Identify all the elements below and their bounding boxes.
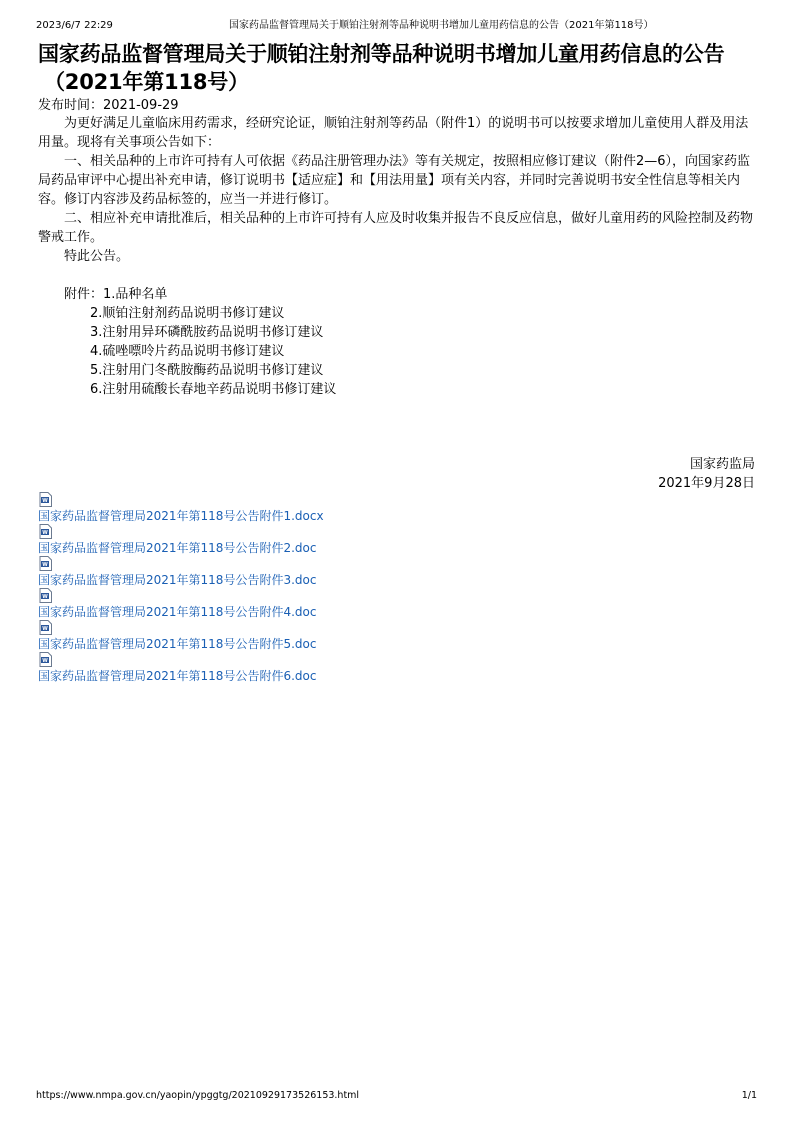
svg-text:W: W [42, 658, 48, 664]
attachment-item: 4.硫唑嘌呤片药品说明书修订建议 [90, 344, 285, 359]
file-link-6[interactable]: 国家药品监督管理局2021年第118号公告附件6.doc [38, 669, 317, 683]
file-link-3[interactable]: 国家药品监督管理局2021年第118号公告附件3.doc [38, 573, 317, 587]
print-header [36, 18, 757, 34]
title-line-2: （2021年第118号） [44, 70, 249, 94]
attachment-item: 5.注射用门冬酰胺酶药品说明书修订建议 [90, 363, 324, 378]
signature-date: 2021年9月28日 [658, 476, 755, 491]
word-doc-icon[interactable] [39, 492, 52, 507]
page-url: https://www.nmpa.gov.cn/yaopin/ypggtg/20210929173526153.html [36, 1090, 360, 1101]
attachment-first-line [64, 285, 758, 304]
page-title [38, 40, 758, 96]
file-link-4[interactable]: 国家药品监督管理局2021年第118号公告附件4.doc [38, 605, 317, 619]
publish-label: 发布时间： [38, 98, 104, 113]
file-link-5[interactable]: 国家药品监督管理局2021年第118号公告附件5.doc [38, 637, 317, 651]
svg-text:W: W [42, 562, 48, 568]
attachment-list [38, 285, 758, 399]
publish-date [38, 97, 758, 114]
attachments-label: 附件： [64, 287, 104, 302]
signature-block [658, 455, 755, 493]
word-doc-icon[interactable] [39, 524, 52, 539]
attachment-item: 1.品种名单 [103, 287, 168, 302]
signature-org: 国家药监局 [689, 457, 755, 472]
svg-text:W: W [42, 594, 48, 600]
print-header-title: 国家药品监督管理局关于顺铂注射剂等品种说明书增加儿童用药信息的公告（2021年第118号） [229, 20, 654, 31]
article [38, 40, 758, 399]
paragraph-closing: 特此公告。 [64, 249, 130, 264]
paragraph-2: 二、相应补充申请批准后，相关品种的上市许可持有人应及时收集并报告不良反应信息，做好儿童用药的风险控制及药物警戒工作。 [38, 211, 754, 245]
word-doc-icon[interactable] [39, 556, 52, 571]
paragraph-intro: 为更好满足儿童临床用药需求，经研究论证，顺铂注射剂等药品（附件1）的说明书可以按要求增加儿童使用人群及用法用量。现将有关事项公告如下： [38, 116, 749, 150]
print-footer [36, 1089, 757, 1103]
svg-text:W: W [42, 530, 48, 536]
print-date: 2023/6/7 22:29 [36, 20, 113, 31]
attachment-item: 2.顺铂注射剂药品说明书修订建议 [90, 306, 285, 321]
page-number: 1/1 [741, 1090, 757, 1101]
attachment-item: 6.注射用硫酸长春地辛药品说明书修订建议 [90, 382, 337, 397]
attachment-item: 3.注射用异环磷酰胺药品说明书修订建议 [90, 325, 324, 340]
spacer [38, 266, 758, 285]
publish-date-value: 2021-09-29 [103, 98, 179, 113]
file-link-1[interactable]: 国家药品监督管理局2021年第118号公告附件1.docx [38, 509, 324, 523]
paragraph-1: 一、相关品种的上市许可持有人可依据《药品注册管理办法》等有关规定，按照相应修订建议（附件2—6），向国家药监局药品审评中心提出补充申请，修订说明书【适应症】和【用法用量】项有关内容，并同时完善说明书安全性信息等相关内容。修订内容涉及药品标签的，应当一并进行修订。 [38, 154, 751, 207]
svg-text:W: W [42, 626, 48, 632]
title-line-1: 国家药品监督管理局关于顺铂注射剂等品种说明书增加儿童用药信息的公告 [38, 42, 725, 66]
svg-text:W: W [42, 498, 48, 504]
word-doc-icon[interactable] [39, 588, 52, 603]
word-doc-icon[interactable] [39, 652, 52, 667]
word-doc-icon[interactable] [39, 620, 52, 635]
file-link-2[interactable]: 国家药品监督管理局2021年第118号公告附件2.doc [38, 541, 317, 555]
